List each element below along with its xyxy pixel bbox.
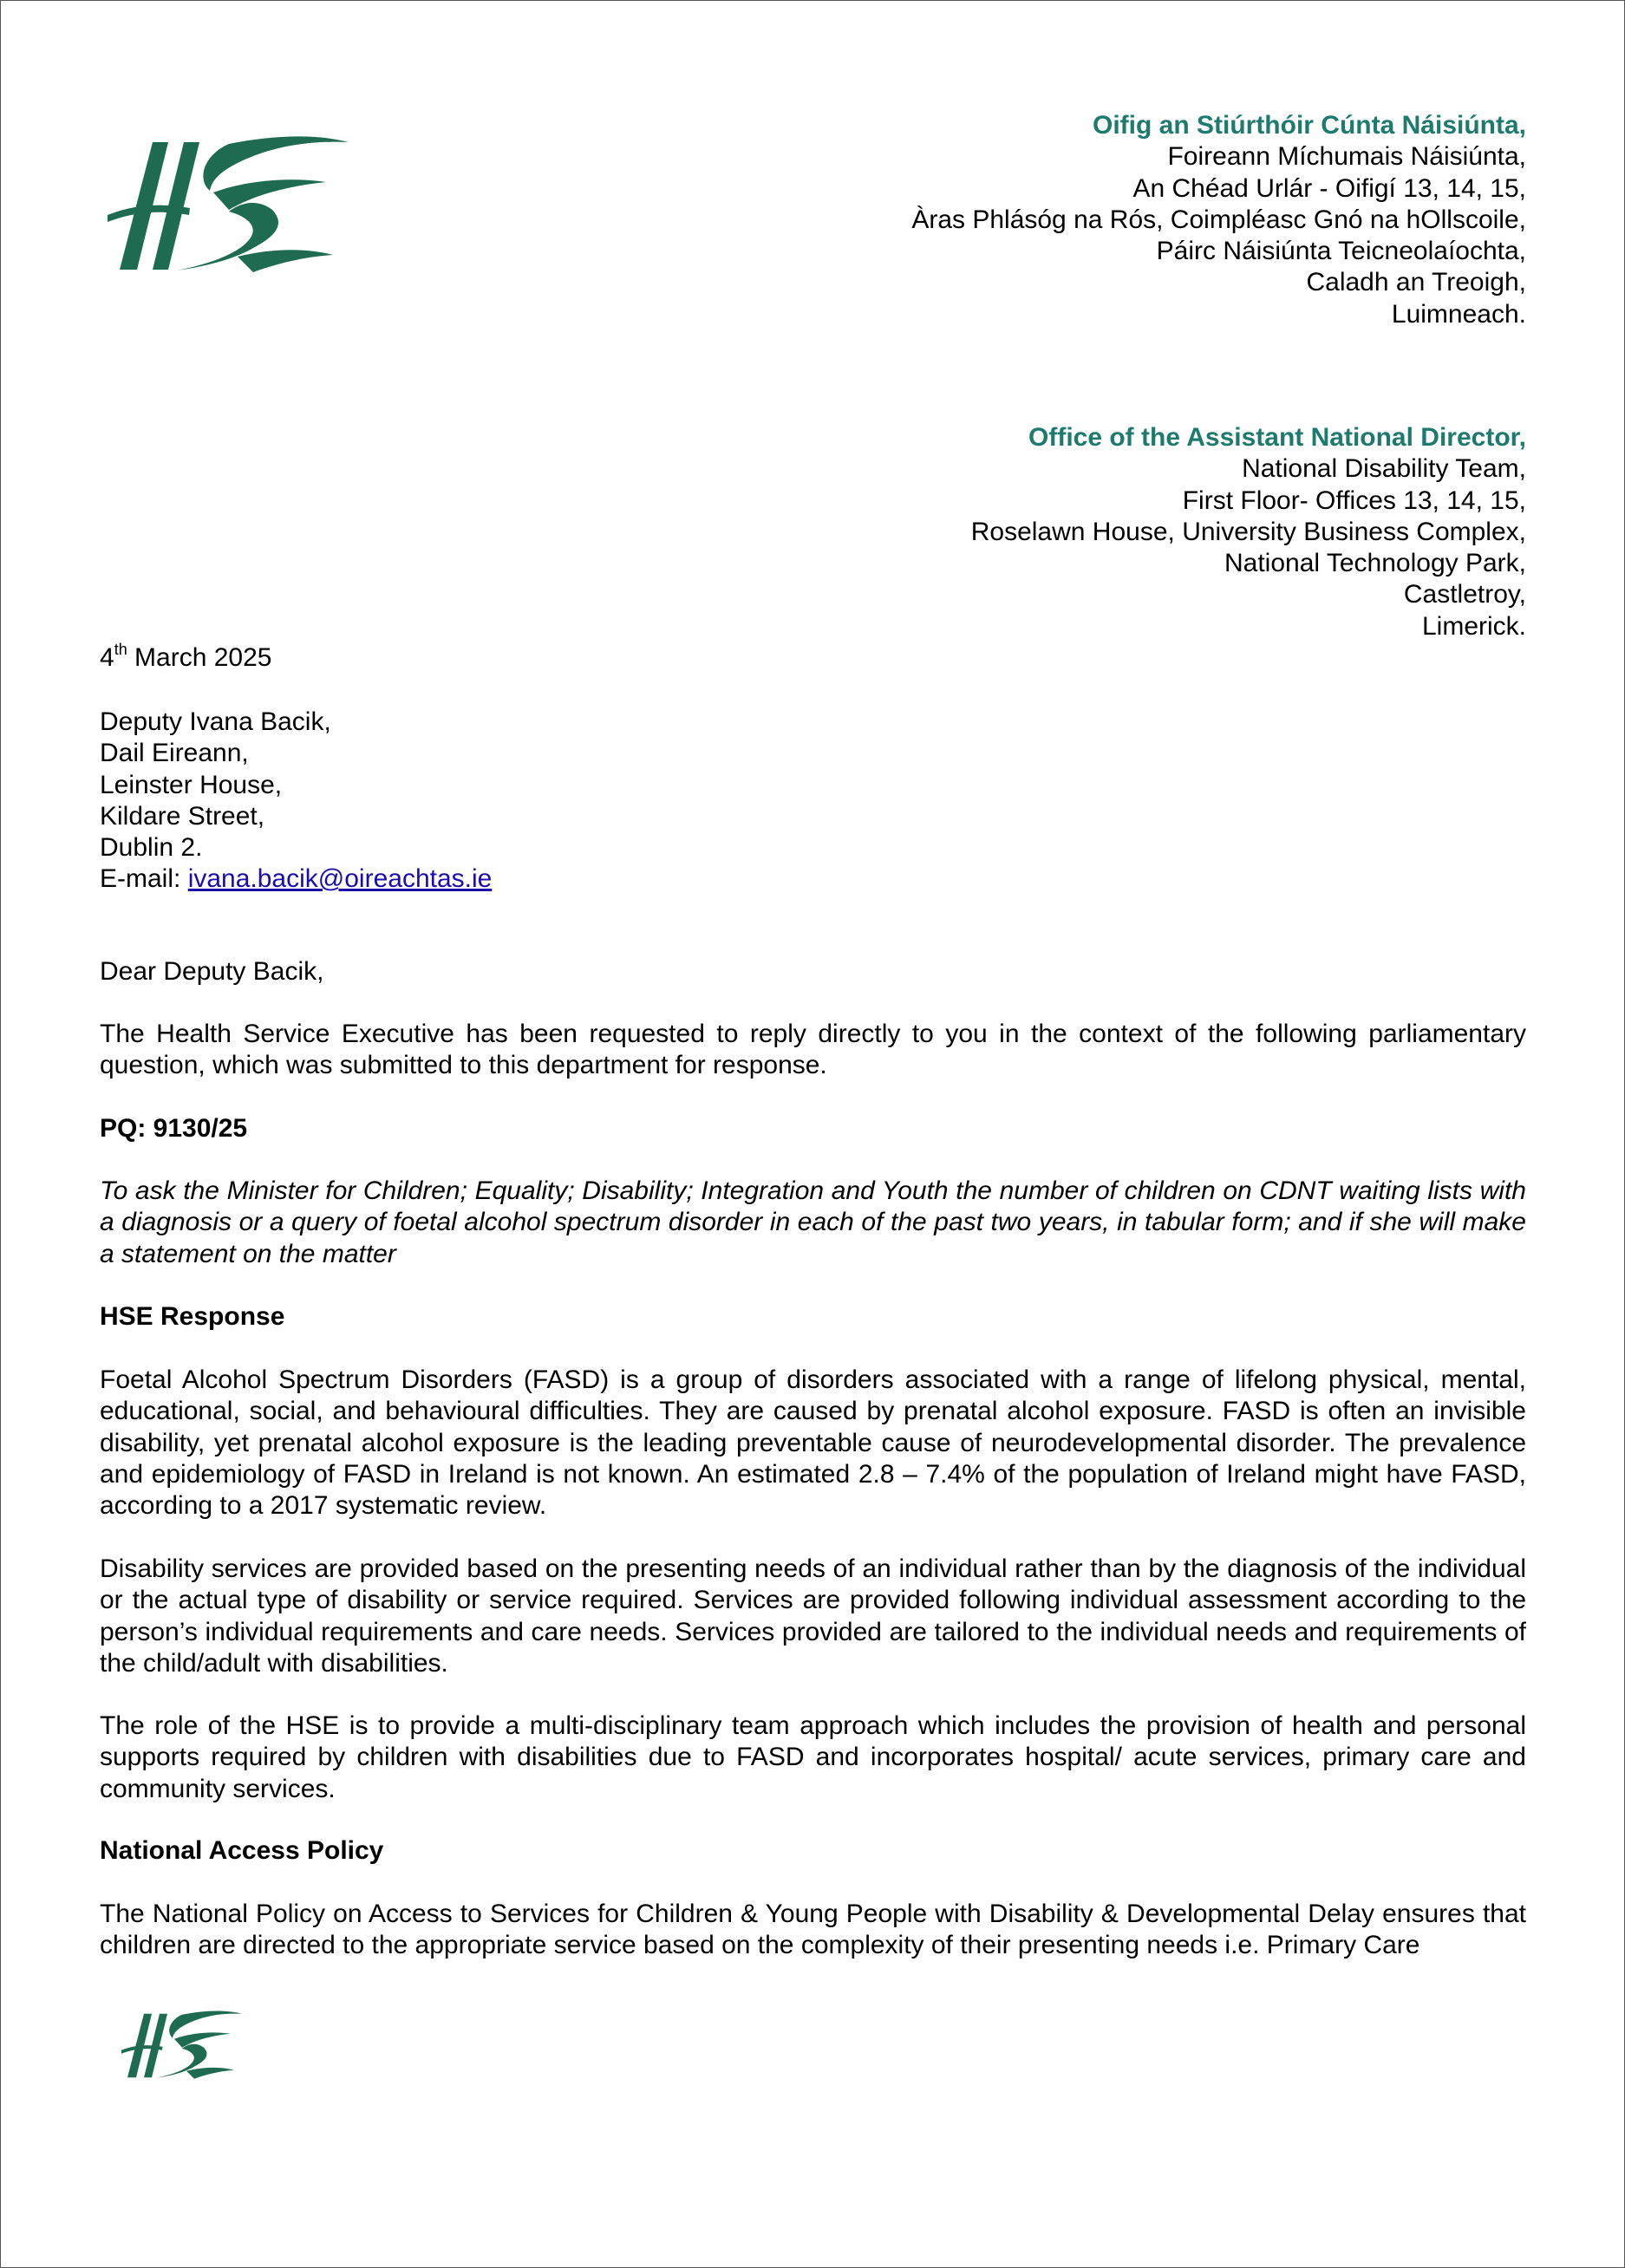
address-irish-line: Luimneach. <box>1391 299 1526 329</box>
letter-date <box>100 642 1526 674</box>
salutation: Dear Deputy Bacik, <box>100 957 324 986</box>
address-english-line: National Disability Team, <box>1242 454 1526 484</box>
date-suffix: th <box>114 641 127 658</box>
date-rest: March 2025 <box>127 643 272 672</box>
address-irish-line: Páirc Náisiúnta Teicneolaíochta, <box>1156 237 1526 266</box>
address-english-line: First Floor- Offices 13, 14, 15, <box>1182 486 1526 515</box>
hse-response-heading: HSE Response <box>100 1302 285 1331</box>
address-english-heading: Office of the Assistant National Director, <box>1028 423 1526 452</box>
address-irish <box>911 110 1526 330</box>
email-label: E-mail: <box>100 864 188 894</box>
national-access-paragraph: The National Policy on Access to Services for Children & Young People with Disability & Developmental Delay ensures that children are directed to the appropriate service based on the complexity of their presenting needs i.e. Primary Care <box>100 1900 1526 1960</box>
recipient-line: Deputy Ivana Bacik, <box>100 707 331 736</box>
pq-reference: PQ: 9130/25 <box>100 1114 248 1143</box>
response-paragraph: Foetal Alcohol Spectrum Disorders (FASD) is a group of disorders associated with a range of lifelong physical, mental, educational, social, and behavioural difficulties. They are caused by prenatal alcohol exposure. FASD is often an invisible disability, yet prenatal alcohol exposure is the leading preventable cause of neurodevelopmental disorder. The prevalence and epidemiology of FASD in Ireland is not known. An estimated 2.8 – 7.4% of the population of Ireland might have FASD, according to a 2017 systematic review. <box>100 1365 1526 1521</box>
recipient-line: Kildare Street, <box>100 801 265 831</box>
date-day: 4 <box>100 643 114 672</box>
address-irish-line: Foireann Míchumais Náisiúnta, <box>1167 142 1526 172</box>
recipient-email-line <box>100 864 1526 895</box>
recipient-address <box>100 707 1526 896</box>
address-irish-line: Àras Phlásóg na Rós, Coimpléasc Gnó na hOllscoile, <box>911 205 1526 234</box>
address-irish-heading: Oifig an Stiúrthóir Cúnta Náisiúnta, <box>1092 111 1526 140</box>
intro-paragraph: The Health Service Executive has been requested to reply directly to you in the context of the following parliamentary question, which was submitted to this department for response. <box>100 1020 1526 1080</box>
address-english <box>971 422 1526 642</box>
address-english-line: Limerick. <box>1421 611 1526 641</box>
address-english-line: Castletroy, <box>1403 580 1526 609</box>
recipient-line: Dublin 2. <box>100 833 203 863</box>
address-english-line: National Technology Park, <box>1224 549 1526 578</box>
email-link[interactable]: ivana.bacik@oireachtas.ie <box>187 864 493 894</box>
recipient-line: Leinster House, <box>100 770 283 799</box>
address-irish-line: Caladh an Treoigh, <box>1306 268 1526 297</box>
national-access-heading: National Access Policy <box>100 1836 384 1865</box>
response-paragraph: The role of the HSE is to provide a multi-disciplinary team approach which includes the provision of health and personal supports required by children with disabilities due to FASD and incorporates hospital/ acute services, primary care and community services. <box>100 1711 1526 1803</box>
address-irish-line: An Chéad Urlár - Oifigí 13, 14, 15, <box>1132 173 1526 203</box>
hse-logo-footer-icon <box>117 2003 243 2089</box>
recipient-line: Dail Eireann, <box>100 739 249 768</box>
parliamentary-question: To ask the Minister for Children; Equality; Disability; Integration and Youth the number of children on CDNT waiting lists with a diagnosis or a query of foetal alcohol spectrum disorder in each of the past two years, in tabular form; and if she will make a statement on the matter <box>100 1176 1526 1268</box>
response-paragraph: Disability services are provided based on the presenting needs of an individual rather than by the diagnosis of the individual or the actual type of disability or service required. Services are provided following individual assessment according to the person’s individual requirements and care needs. Services provided are tailored to the individual needs and requirements of the child/adult with disabilities. <box>100 1554 1526 1678</box>
address-english-line: Roselawn House, University Business Complex, <box>970 517 1526 546</box>
hse-logo-icon <box>99 127 350 287</box>
